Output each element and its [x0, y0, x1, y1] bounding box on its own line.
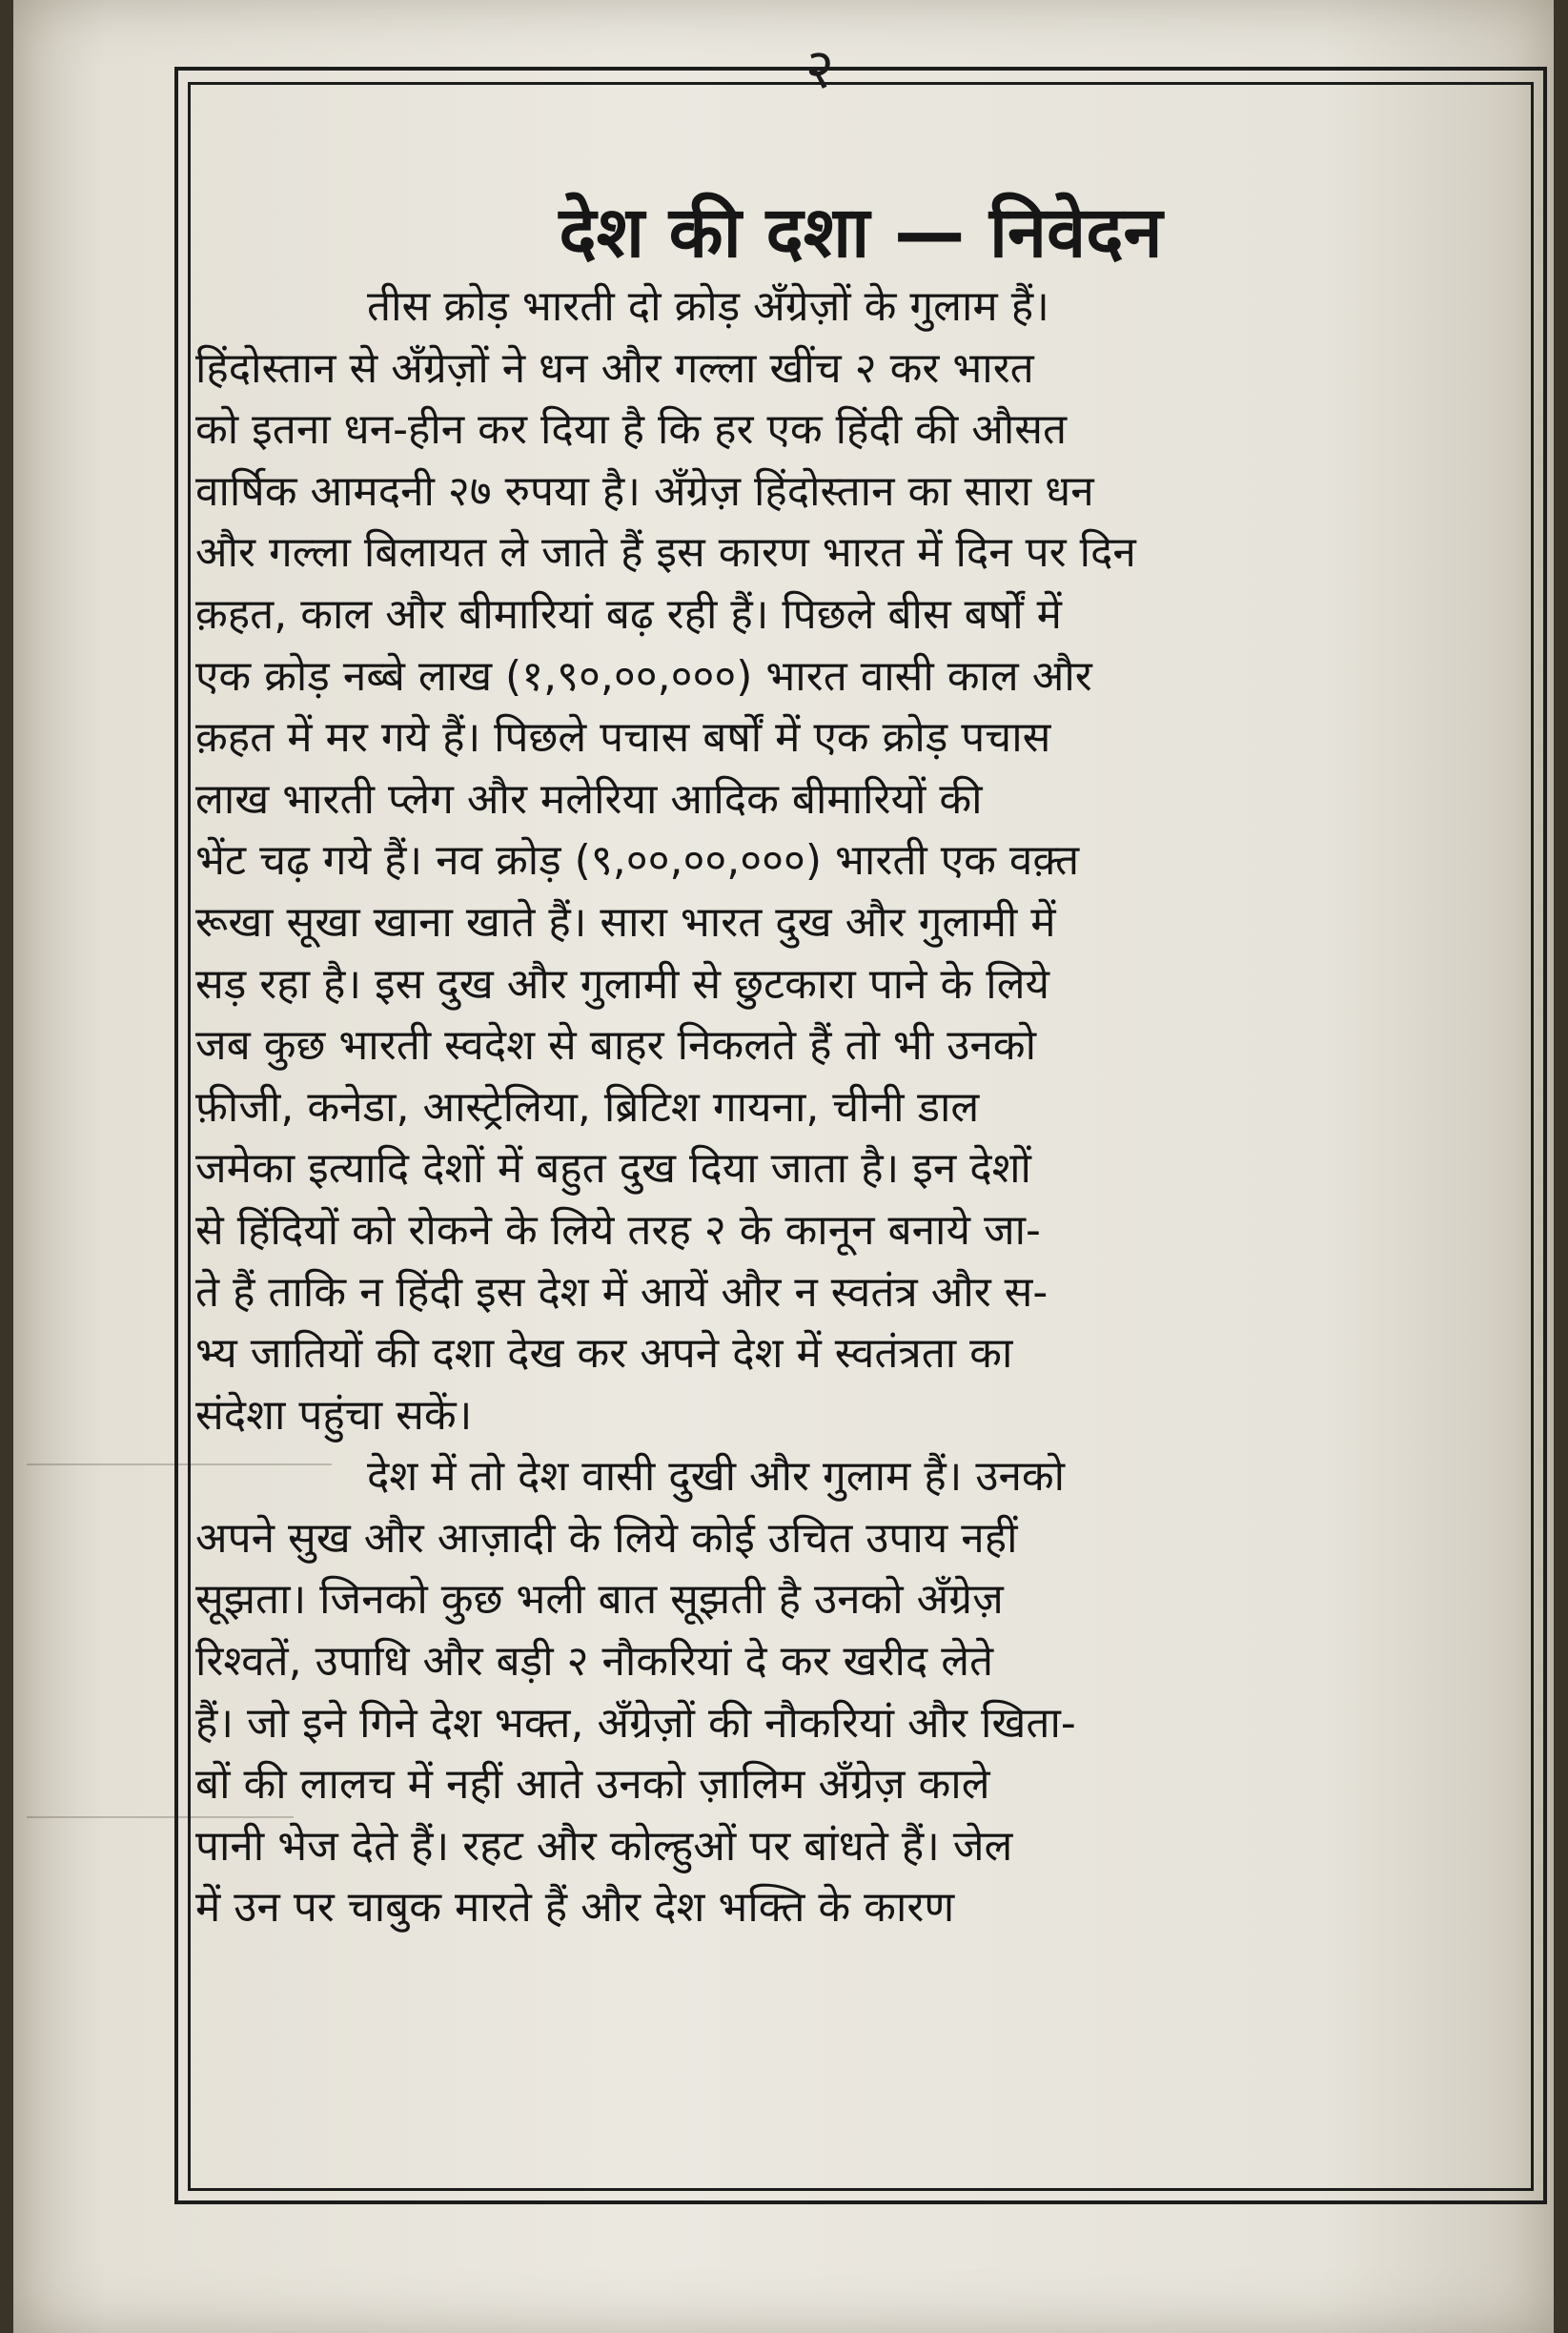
text-line: एक क्रोड़ नब्बे लाख (१,९०,००,०००) भारत वासी काल और: [195, 651, 1092, 701]
body-text: [195, 276, 1525, 1939]
text-line: भ्य जातियों की दशा देख कर अपने देश में स्वतंत्रता का: [195, 1329, 1013, 1379]
text-line: भेंट चढ़ गये हैं। नव क्रोड़ (९,००,००,०००) भारती एक वक़्त: [195, 836, 1080, 886]
text-line: जमेका इत्यादि देशों में बहुत दुख दिया जाता है। इन देशों: [195, 1144, 1031, 1194]
text-line: बों की लालच में नहीं आते उनको ज़ालिम अँग्रेज़ काले: [195, 1760, 990, 1810]
text-line: जब कुछ भारती स्वदेश से बाहर निकलते हैं तो भी उनको: [195, 1021, 1036, 1071]
text-line: सड़ रहा है। इस दुख और गुलामी से छुटकारा पाने के लिये: [195, 959, 1050, 1009]
page-title: देश की दशा — निवेदन: [559, 192, 1163, 274]
text-line: ते हैं ताकि न हिंदी इस देश में आयें और न स्वतंत्र और स-: [195, 1267, 1049, 1317]
text-line: संदेशा पहुंचा सकें।: [195, 1390, 473, 1440]
text-line: और गल्ला बिलायत ले जाते हैं इस कारण भारत में दिन पर दिन: [195, 528, 1136, 578]
text-line: देश में तो देश वासी दुखी और गुलाम हैं। उनको: [367, 1452, 1066, 1502]
text-line: हिंदोस्तान से अँग्रेज़ों ने धन और गल्ला खींच २ कर भारत: [195, 343, 1034, 393]
text-line: अपने सुख और आज़ादी के लिये कोई उचित उपाय नहीं: [195, 1513, 1018, 1563]
text-line: लाख भारती प्लेग और मलेरिया आदिक बीमारियों की: [195, 774, 983, 824]
text-line: हैं। जो इने गिने देश भक्त, अँग्रेज़ों की नौकरियां और खिता-: [195, 1698, 1076, 1748]
text-line: सूझता। जिनको कुछ भली बात सूझती है उनको अँग्रेज़: [195, 1575, 1004, 1625]
text-line: में उन पर चाबुक मारते हैं और देश भक्ति के कारण: [195, 1883, 955, 1933]
text-line: को इतना धन-हीन कर दिया है कि हर एक हिंदी की औसत: [195, 405, 1068, 455]
text-line: तीस क्रोड़ भारती दो क्रोड़ अँग्रेज़ों के गुलाम हैं।: [367, 282, 1049, 331]
text-line: रिश्वतें, उपाधि और बड़ी २ नौकरियां दे कर खरीद लेते: [195, 1637, 994, 1687]
text-line: रूखा सूखा खाना खाते हैं। सारा भारत दुख और गुलामी में: [195, 897, 1056, 947]
text-line: से हिंदियों को रोकने के लिये तरह २ के कानून बनाये जा-: [195, 1205, 1041, 1255]
text-line: वार्षिक आमदनी २७ रुपया है। अँग्रेज़ हिंदोस्तान का सारा धन: [195, 466, 1094, 516]
text-line: पानी भेज देते हैं। रहट और कोल्हुओं पर बांधते हैं। जेल: [195, 1821, 1013, 1871]
text-line: फ़ीजी, कनेडा, आस्ट्रेलिया, ब्रिटिश गायना, चीनी डाल: [195, 1082, 980, 1132]
text-line: क़हत में मर गये हैं। पिछले पचास बर्षों में एक क्रोड़ पचास: [195, 713, 1051, 763]
text-line: क़हत, काल और बीमारियां बढ़ रही हैं। पिछले बीस बर्षों में: [195, 589, 1062, 639]
page-number: २: [804, 36, 835, 101]
